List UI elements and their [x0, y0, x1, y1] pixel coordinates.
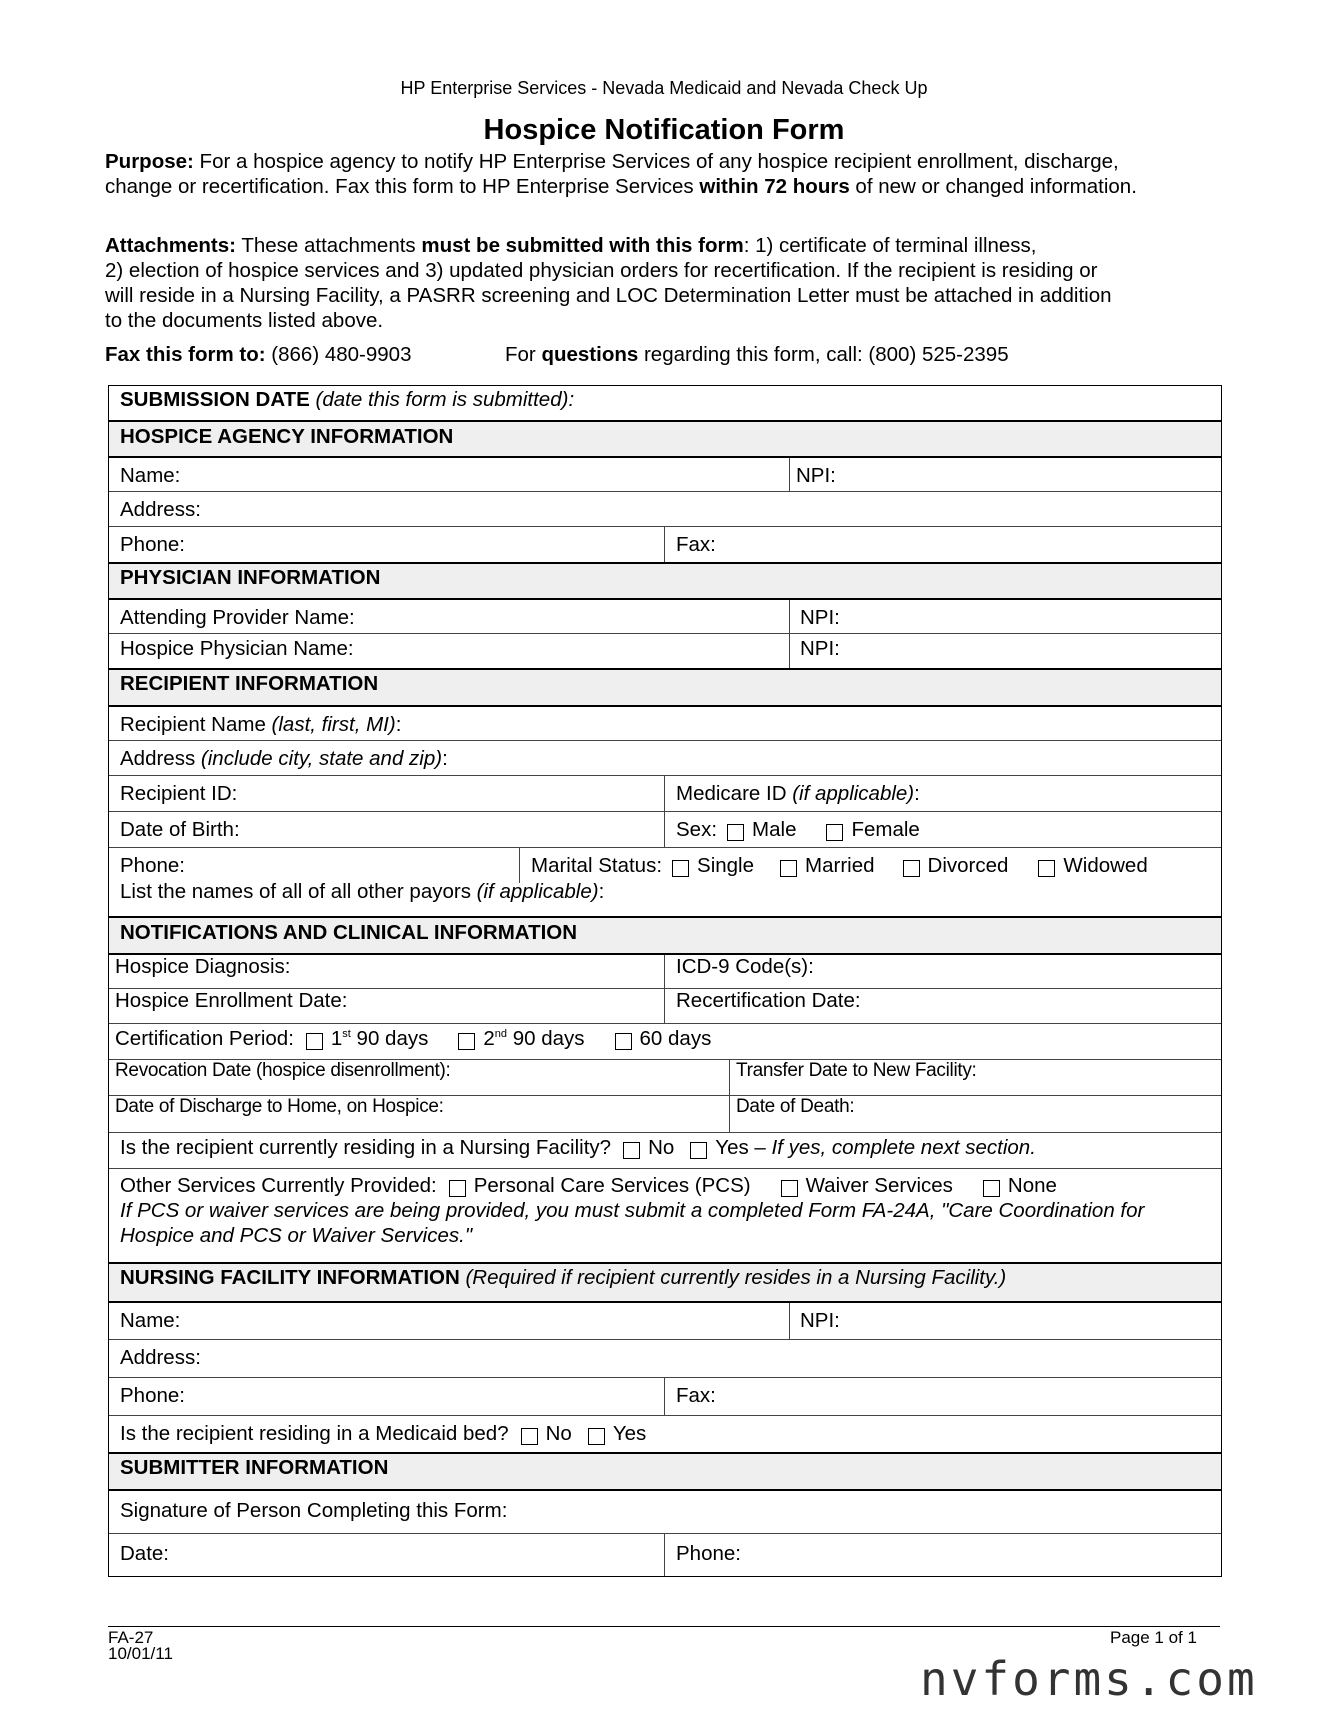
- nf-no-checkbox[interactable]: [623, 1142, 640, 1159]
- second-90-sup: nd: [494, 1028, 508, 1041]
- recipient-id-row: [109, 775, 1221, 811]
- divorced-checkbox[interactable]: [903, 860, 920, 877]
- medicaid-bed-no-label: No: [545, 1422, 572, 1445]
- page-title: Hospice Notification Form: [483, 114, 845, 146]
- married-label: Married: [805, 854, 875, 877]
- marital-status-field: [519, 848, 1221, 883]
- other-services-field: [109, 1169, 1221, 1262]
- recipient-name-label: Recipient Name: [120, 713, 272, 736]
- attachments-text-2: : 1) certificate of terminal illness,: [743, 234, 1037, 257]
- purpose-text-2: change or recertification. Fax this form to HP Enterprise Services: [105, 175, 700, 198]
- other-services-row: [109, 1168, 1221, 1262]
- submitter-heading: SUBMITTER INFORMATION: [120, 1456, 389, 1479]
- nursing-facility-note: (Required if recipient currently resides in a Nursing Facility.): [459, 1266, 1007, 1289]
- questions-bold: questions: [541, 343, 639, 366]
- attending-npi-field[interactable]: NPI:: [789, 600, 1221, 633]
- medicare-id-field[interactable]: [664, 776, 1221, 811]
- nf-address-row: [109, 1339, 1221, 1377]
- sixty-days-checkbox[interactable]: [615, 1033, 632, 1050]
- nursing-facility-heading: NURSING FACILITY INFORMATION: [120, 1266, 460, 1289]
- recipient-heading-row: [109, 668, 1221, 705]
- second-90-num: 2: [483, 1027, 495, 1050]
- nf-name-field[interactable]: Name:: [120, 1309, 181, 1332]
- hospice-physician-field[interactable]: Hospice Physician Name:: [120, 637, 354, 660]
- submitter-date-row: [109, 1533, 1221, 1576]
- female-checkbox[interactable]: [826, 824, 843, 841]
- pcs-checkbox[interactable]: [449, 1180, 466, 1197]
- medicare-colon: :: [914, 782, 920, 805]
- purpose-text-3: of new or changed information.: [849, 175, 1137, 198]
- dob-field[interactable]: Date of Birth:: [120, 818, 240, 841]
- pcs-label: Personal Care Services (PCS): [473, 1174, 751, 1197]
- waiver-label: Waiver Services: [805, 1174, 953, 1197]
- first-90-num: 1: [330, 1027, 343, 1050]
- recipient-phone-field[interactable]: Phone:: [120, 854, 185, 877]
- medicaid-bed-row: [109, 1415, 1221, 1452]
- medicaid-bed-yes-checkbox[interactable]: [588, 1428, 605, 1445]
- hospice-form: [108, 385, 1222, 1577]
- single-checkbox[interactable]: [672, 860, 689, 877]
- medicaid-bed-yes-label: Yes: [612, 1422, 647, 1445]
- recipient-name-colon: :: [395, 713, 402, 736]
- form-date: 10/01/11: [108, 1644, 173, 1663]
- attachments-line-4: to the documents listed above.: [105, 309, 384, 332]
- submitter-heading-row: [109, 1452, 1221, 1489]
- medicaid-bed-question: [109, 1416, 1221, 1452]
- none-checkbox[interactable]: [983, 1180, 1000, 1197]
- nf-fax-field[interactable]: Fax:: [664, 1378, 1221, 1415]
- sex-field: [664, 812, 1221, 847]
- questions-line: [505, 342, 1009, 367]
- death-date-field[interactable]: Date of Death:: [729, 1096, 1221, 1132]
- recipient-address-colon: :: [442, 747, 448, 770]
- physician-heading-row: [109, 562, 1221, 598]
- attachments-text-1: These attachments: [236, 234, 422, 257]
- clinical-heading-row: [109, 916, 1221, 953]
- sixty-days-label: 60 days: [639, 1027, 712, 1050]
- attending-provider-field[interactable]: Attending Provider Name:: [120, 606, 355, 629]
- hospice-physician-row: [109, 633, 1221, 668]
- agency-phone-row: [109, 526, 1221, 562]
- cert-period-label: Certification Period:: [115, 1027, 294, 1050]
- agency-address-row: [109, 491, 1221, 526]
- nursing-facility-question: [109, 1133, 1221, 1168]
- recipient-name-note: (last, first, MI): [271, 713, 396, 736]
- nf-phone-field[interactable]: Phone:: [120, 1384, 185, 1407]
- contact-line: [105, 342, 1305, 367]
- dob-row: [109, 811, 1221, 847]
- purpose-label: Purpose:: [105, 150, 194, 173]
- physician-heading: PHYSICIAN INFORMATION: [120, 566, 381, 589]
- diagnosis-row: [109, 953, 1221, 988]
- recipient-address-row[interactable]: [109, 740, 1221, 775]
- purpose-text-1: For a hospice agency to notify HP Enterprise Services of any hospice recipient enrollment, discharge,: [193, 150, 1119, 173]
- hospice-agency-heading-row: [109, 420, 1221, 456]
- footer-divider: [108, 1626, 1220, 1627]
- agency-fax-field[interactable]: Fax:: [664, 527, 1221, 562]
- nf-phone-row: [109, 1377, 1221, 1415]
- medicare-note: (if applicable): [792, 782, 915, 805]
- nf-address-field[interactable]: Address:: [120, 1346, 201, 1369]
- purpose-paragraph: [105, 149, 1235, 199]
- recipient-id-field[interactable]: Recipient ID:: [120, 782, 238, 805]
- widowed-label: Widowed: [1063, 854, 1148, 877]
- clinical-heading: NOTIFICATIONS AND CLINICAL INFORMATION: [120, 921, 578, 944]
- female-label: Female: [851, 818, 920, 841]
- submission-date-note: (date this form is submitted):: [309, 388, 575, 411]
- agency-npi-field[interactable]: NPI:: [789, 458, 1221, 491]
- recipient-name-row[interactable]: [109, 705, 1221, 740]
- discharge-date-field[interactable]: Date of Discharge to Home, on Hospice:: [115, 1096, 444, 1117]
- second-90-days-checkbox[interactable]: [458, 1033, 475, 1050]
- attachments-required: must be submitted with this form: [421, 234, 744, 257]
- nursing-facility-question-row: [109, 1132, 1221, 1168]
- marital-label: Marital Status:: [531, 854, 663, 877]
- submission-date-row[interactable]: [109, 386, 1221, 420]
- second-90-label: 90 days: [507, 1027, 585, 1050]
- nf-question-label: Is the recipient currently residing in a Nursing Facility?: [120, 1136, 612, 1159]
- sex-label: Sex:: [676, 818, 718, 841]
- attachments-label: Attachments:: [105, 234, 236, 257]
- agency-phone-field[interactable]: Phone:: [120, 533, 185, 556]
- fax-label: Fax this form to:: [105, 343, 266, 366]
- revocation-row: [109, 1059, 1221, 1095]
- transfer-date-field[interactable]: Transfer Date to New Facility:: [729, 1060, 1221, 1095]
- first-90-days-checkbox[interactable]: [306, 1033, 323, 1050]
- other-services-label: Other Services Currently Provided:: [120, 1174, 437, 1197]
- submitter-date-field[interactable]: Date:: [120, 1542, 169, 1565]
- agency-address-field[interactable]: Address:: [120, 498, 201, 521]
- form-id: FA-27: [108, 1628, 154, 1647]
- attachments-paragraph: [105, 233, 1235, 333]
- payors-label: List the names of all of all other payors: [120, 880, 477, 903]
- enrollment-date-field[interactable]: Hospice Enrollment Date:: [115, 989, 348, 1012]
- nf-name-row: [109, 1301, 1221, 1339]
- signature-row: [109, 1489, 1221, 1533]
- agency-name-field[interactable]: Name:: [120, 464, 181, 487]
- discharge-row: [109, 1095, 1221, 1132]
- recipient-address-note: (include city, state and zip): [200, 747, 443, 770]
- married-checkbox[interactable]: [780, 860, 797, 877]
- widowed-checkbox[interactable]: [1038, 860, 1055, 877]
- nf-yes-checkbox[interactable]: [690, 1142, 707, 1159]
- phone-marital-row: [109, 847, 1221, 883]
- none-label: None: [1007, 1174, 1057, 1197]
- payors-note: (if applicable): [476, 880, 599, 903]
- fax-number: (866) 480-9903: [265, 343, 412, 366]
- hospice-physician-npi-field[interactable]: NPI:: [789, 634, 1221, 668]
- agency-header: HP Enterprise Services - Nevada Medicaid and Nevada Check Up: [400, 78, 928, 98]
- pcs-note: If PCS or waiver services are being provided, you must submit a completed Form FA-24A, "Care Coordination for Hospice and PCS or Waiver Services.": [120, 1199, 1145, 1247]
- signature-field[interactable]: Signature of Person Completing this Form:: [120, 1499, 508, 1522]
- nursing-facility-heading-row: [109, 1262, 1221, 1301]
- male-checkbox[interactable]: [727, 824, 744, 841]
- nf-no-label: No: [648, 1136, 675, 1159]
- hospice-agency-heading: HOSPICE AGENCY INFORMATION: [120, 425, 454, 448]
- watermark: nvforms.com: [920, 1652, 1258, 1706]
- page-number: Page 1 of 1: [1110, 1628, 1197, 1647]
- revocation-date-field[interactable]: Revocation Date (hospice disenrollment):: [115, 1060, 451, 1081]
- recipient-heading: RECIPIENT INFORMATION: [120, 672, 379, 695]
- medicaid-bed-label: Is the recipient residing in a Medicaid bed?: [120, 1422, 509, 1445]
- attachments-line-3: will reside in a Nursing Facility, a PASRR screening and LOC Determination Letter must be attached in addition: [105, 284, 1112, 307]
- purpose-deadline: within 72 hours: [699, 175, 850, 198]
- first-90-label: 90 days: [350, 1027, 429, 1050]
- waiver-checkbox[interactable]: [781, 1180, 798, 1197]
- questions-pre: For: [505, 343, 542, 366]
- attachments-line-2: 2) election of hospice services and 3) updated physician orders for recertification. If the recipient is residing or: [105, 259, 1098, 282]
- certification-period-row: [109, 1023, 1221, 1059]
- agency-name-row: [109, 456, 1221, 491]
- submission-date-label: SUBMISSION DATE: [120, 388, 310, 411]
- recipient-address-label: Address: [120, 747, 201, 770]
- recertification-date-field[interactable]: Recertification Date:: [664, 989, 1221, 1023]
- nf-yes-note: If yes, complete next section.: [771, 1136, 1036, 1159]
- single-label: Single: [697, 854, 755, 877]
- other-payors-row[interactable]: [109, 880, 1221, 916]
- nursing-facility-heading-cell: [109, 1264, 1006, 1301]
- enrollment-row: [109, 988, 1221, 1023]
- payors-colon: :: [598, 880, 605, 903]
- questions-phone: regarding this form, call: (800) 525-2395: [638, 343, 1009, 366]
- attending-provider-row: [109, 598, 1221, 633]
- certification-period-field: [109, 1024, 1221, 1059]
- submitter-phone-field[interactable]: Phone:: [664, 1534, 1221, 1576]
- divorced-label: Divorced: [927, 854, 1009, 877]
- male-label: Male: [752, 818, 797, 841]
- first-90-sup: st: [342, 1028, 351, 1041]
- nf-yes-label: Yes –: [715, 1136, 772, 1159]
- medicare-label: Medicare ID: [676, 782, 793, 805]
- icd-codes-field[interactable]: ICD-9 Code(s):: [664, 955, 1221, 988]
- nf-npi-field[interactable]: NPI:: [789, 1303, 1221, 1339]
- medicaid-bed-no-checkbox[interactable]: [521, 1428, 538, 1445]
- hospice-diagnosis-field[interactable]: Hospice Diagnosis:: [115, 955, 291, 978]
